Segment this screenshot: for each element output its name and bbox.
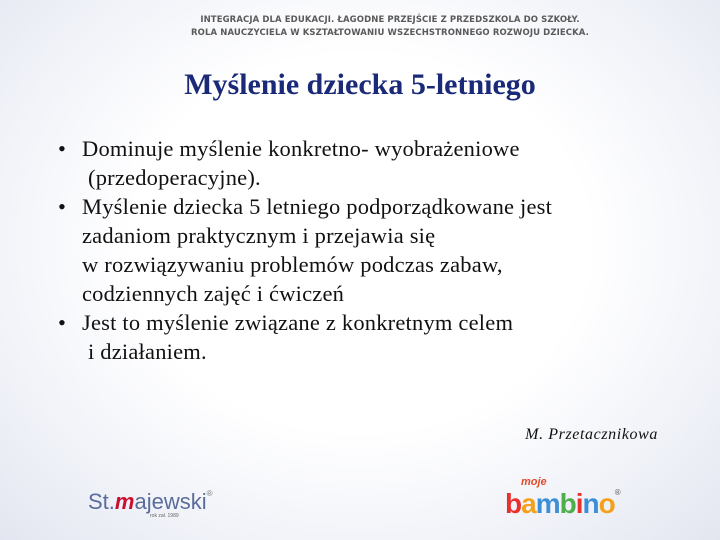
bullet-icon: •: [58, 194, 67, 219]
bullet-line: w rozwiązywaniu problemów podczas zabaw,: [82, 252, 503, 277]
bullet-line: (przedoperacyjne).: [88, 165, 261, 190]
header-line-2: ROLA NAUCZYCIELA W KSZTAŁTOWANIU WSZECHSTRONNEGO ROZWOJU DZIECKA.: [191, 28, 589, 38]
bullet-line: i działaniem.: [88, 339, 207, 364]
bullet-line: Myślenie dziecka 5 letniego podporządkowane jest: [82, 194, 553, 219]
bullet-line: Dominuje myślenie konkretno- wyobrażeniowe: [82, 136, 520, 161]
bullet-icon: •: [58, 310, 67, 335]
bullet-line: zadaniom praktycznym i przejawia się: [82, 223, 436, 248]
header-line-1: INTEGRACJA DLA EDUKACJI. ŁAGODNE PRZEJŚCIE Z PRZEDSZKOLA DO SZKOŁY.: [200, 15, 580, 25]
bullet-line: Jest to myślenie związane z konkretnym celem: [82, 310, 514, 335]
bullet-item: [58, 134, 678, 192]
bullet-item: [58, 308, 678, 366]
bullet-list: [58, 134, 678, 366]
bullet-item: [58, 192, 678, 308]
bullet-line: codziennych zajęć i ćwiczeń: [82, 281, 345, 306]
bullet-icon: •: [58, 136, 67, 161]
slide-header: [0, 14, 720, 40]
majewski-logo: St.majewski® rok zał. 1989: [88, 489, 213, 519]
attribution: M. Przetacznikowa: [525, 426, 658, 443]
slide-title: Myślenie dziecka 5-letniego: [184, 68, 536, 101]
moje-bambino-logo: moje bambino®: [505, 476, 620, 519]
